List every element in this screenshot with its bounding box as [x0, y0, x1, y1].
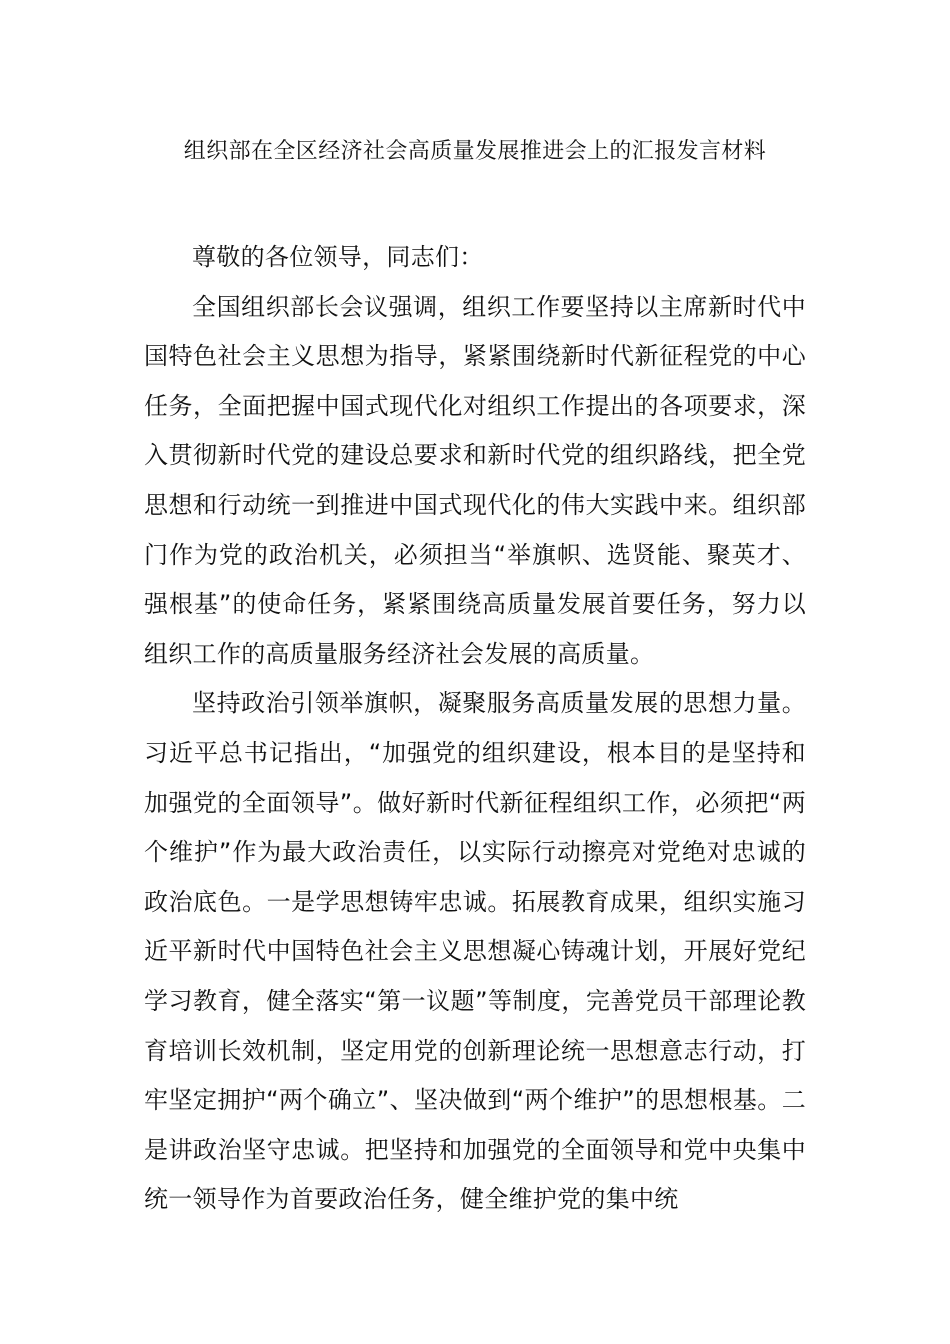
body-paragraph-2: 坚持政治引领举旗帜，凝聚服务高质量发展的思想力量。习近平总书记指出，“加强党的组织建设，根本目的是坚持和加强党的全面领导”。做好新时代新征程组织工作，必须把“两个维护”作为最大政治责任，以实际行动擦亮对党绝对忠诚的政治底色。一是学思想铸牢忠诚。拓展教育成果，组织实施习近平新时代中国特色社会主义思想凝心铸魂计划，开展好党纪学习教育，健全落实“第一议题”等制度，完善党员干部理论教育培训长效机制，坚定用党的创新理论统一思想意志行动，打牢坚定拥护“两个确立”、坚决做到“两个维护”的思想根基。二是讲政治坚守忠诚。把坚持和加强党的全面领导和党中央集中统一领导作为首要政治任务，健全维护党的集中统 [144, 689, 806, 1214]
salutation: 尊敬的各位领导，同志们： [192, 243, 484, 271]
body-paragraph-1: 全国组织部长会议强调，组织工作要坚持以主席新时代中国特色社会主义思想为指导，紧紧围绕新时代新征程党的中心任务，全面把握中国式现代化对组织工作提出的各项要求，深入贯彻新时代党的建设总要求和新时代党的组织路线，把全党思想和行动统一到推进中国式现代化的伟大实践中来。组织部门作为党的政治机关，必须担当“举旗帜、选贤能、聚英才、强根基”的使命任务，紧紧围绕高质量发展首要任务，努力以组织工作的高质量服务经济社会发展的高质量。 [144, 292, 806, 668]
document-title: 组织部在全区经济社会高质量发展推进会上的汇报发言材料 [183, 139, 767, 164]
document-body [144, 233, 806, 1225]
